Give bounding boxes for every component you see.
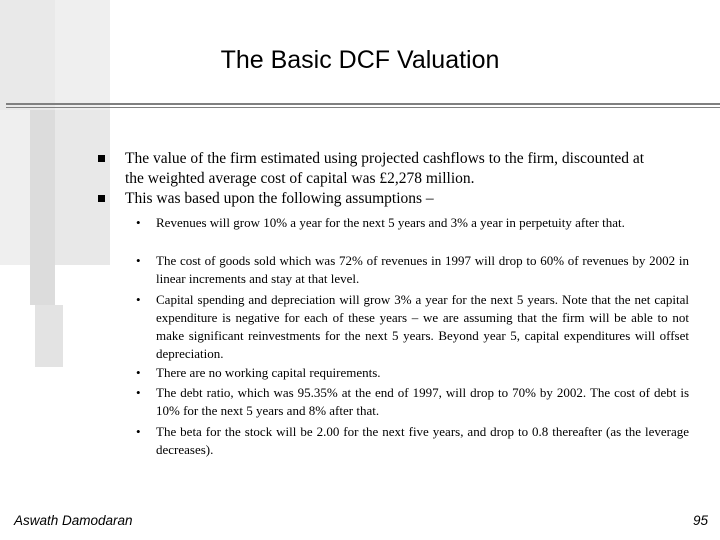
bullet-text: This was based upon the following assumptions – [125,190,434,207]
sub-bullet-item [136,214,689,232]
square-bullet-icon [98,195,105,202]
page-number: 95 [692,513,708,528]
square-bullet-icon [98,155,105,162]
footer-author: Aswath Damodaran [14,513,133,528]
round-bullet-icon: • [136,215,141,230]
sub-bullet-text: The beta for the stock will be 2.00 for the next five years, and drop to 0.8 thereafter (as the leverage decreases). [156,424,689,457]
sub-bullet-text: Revenues will grow 10% a year for the next 5 years and 3% a year in perpetuity after that. [156,215,625,230]
round-bullet-icon: • [136,292,141,307]
decorative-block [30,110,55,305]
bullet-text: The value of the firm estimated using projected cashflows to the firm, discounted at the weighted average cost of capital was £2,278 million. [125,150,645,187]
sub-bullet-text: There are no working capital requirements. [156,365,381,380]
bullet-item [98,149,658,189]
round-bullet-icon: • [136,365,141,380]
slide-title: The Basic DCF Valuation [220,46,500,74]
decorative-block [35,305,63,367]
round-bullet-icon: • [136,253,141,268]
title-divider [6,103,720,108]
sub-bullet-item [136,364,689,382]
sub-bullet-item [136,291,689,363]
bullet-item [98,189,658,209]
sub-bullet-text: The debt ratio, which was 95.35% at the end of 1997, will drop to 70% by 2002. The cost of debt is 10% for the next 5 years and 8% after that. [156,385,689,418]
sub-bullet-item [136,252,689,288]
sub-bullet-text: Capital spending and depreciation will grow 3% a year for the next 5 years. Note that the net capital expenditure is negative for each of these years – we are assuming that the firm will be able to not make significant reinvestments for the next 5 years. Beyond year 5, capital expenditures will offset depreciation. [156,292,689,361]
sub-bullet-item [136,423,689,459]
sub-bullet-item [136,384,689,420]
round-bullet-icon: • [136,424,141,439]
sub-bullet-text: The cost of goods sold which was 72% of revenues in 1997 will drop to 60% of revenues by 2002 in linear increments and stay at that level. [156,253,689,286]
round-bullet-icon: • [136,385,141,400]
